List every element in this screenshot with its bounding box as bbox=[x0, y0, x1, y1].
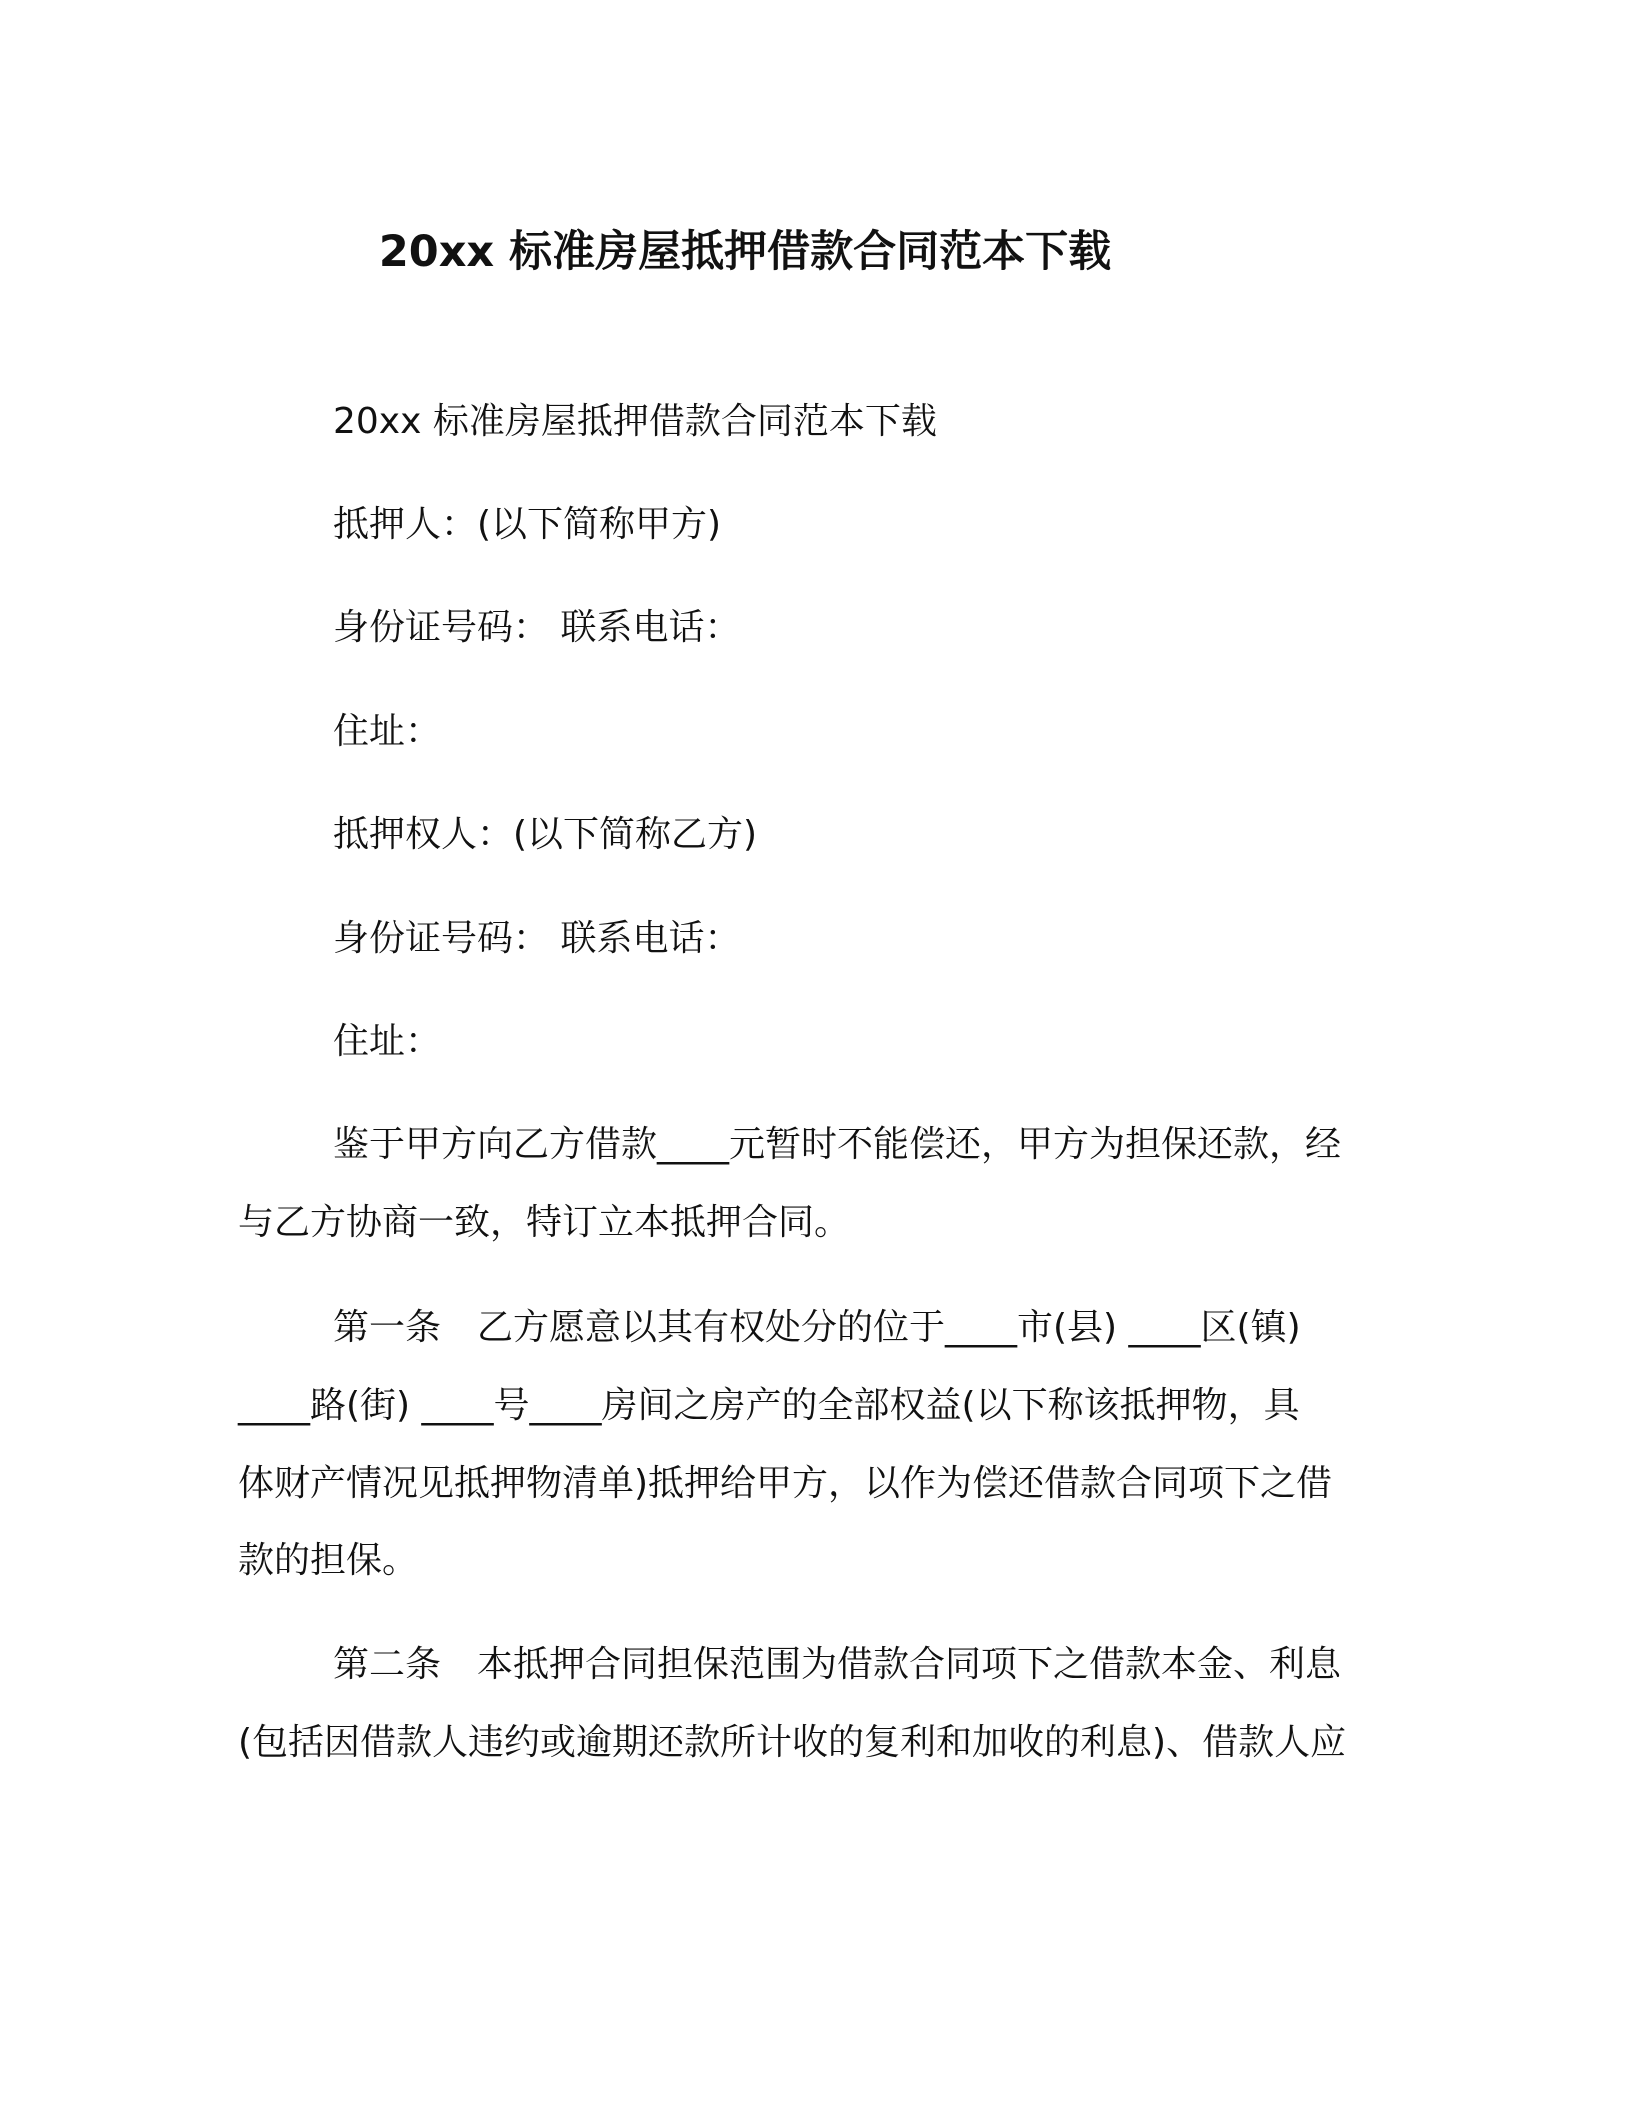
heading-repeat: 20xx 标准房屋抵押借款合同范本下载 bbox=[333, 401, 937, 442]
article-1-line-2: ____路(街) ____号____房间之房产的全部权益(以下称该抵押物，具 bbox=[238, 1385, 1300, 1426]
article-2-text-1: 本抵押合同担保范围为借款合同项下之借款本金、利息 bbox=[477, 1644, 1342, 1685]
article-2-label: 第二条 bbox=[333, 1644, 442, 1685]
article-1-line-3: 体财产情况见抵押物清单)抵押给甲方，以作为偿还借款合同项下之借 bbox=[238, 1463, 1333, 1504]
preamble-line-2: 与乙方协商一致，特订立本抵押合同。 bbox=[238, 1202, 851, 1243]
article-2-line-1 bbox=[333, 1640, 1341, 1690]
address-line-party-b: 住址： bbox=[333, 1021, 442, 1062]
article-1-text-1: 乙方愿意以其有权处分的位于____市(县) ____区(镇) bbox=[477, 1307, 1301, 1348]
preamble-line-1: 鉴于甲方向乙方借款____元暂时不能偿还，甲方为担保还款，经 bbox=[333, 1124, 1342, 1165]
address-line-party-a: 住址： bbox=[333, 711, 442, 752]
document-title: 20xx 标准房屋抵押借款合同范本下载 bbox=[378, 227, 1112, 277]
id-phone-line-party-b: 身份证号码： 联系电话： bbox=[333, 918, 741, 959]
mortgagee-label: 抵押权人：(以下简称乙方) bbox=[333, 814, 758, 855]
article-2-line-2: (包括因借款人违约或逾期还款所计收的复利和加收的利息)、借款人应 bbox=[238, 1722, 1347, 1763]
article-1-line-1 bbox=[333, 1303, 1301, 1353]
article-1-label: 第一条 bbox=[333, 1307, 442, 1348]
id-phone-line-party-a: 身份证号码： 联系电话： bbox=[333, 607, 741, 648]
mortgagor-label: 抵押人：(以下简称甲方) bbox=[333, 504, 722, 545]
article-1-line-4: 款的担保。 bbox=[238, 1540, 419, 1581]
